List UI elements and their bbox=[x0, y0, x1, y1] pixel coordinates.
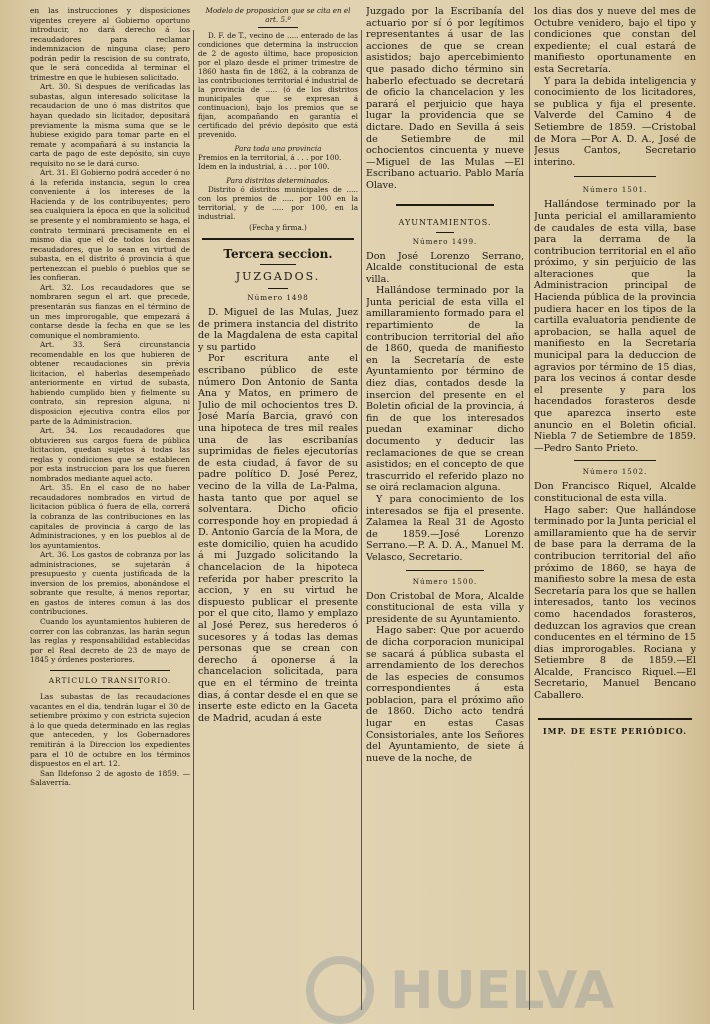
notice-heading: Don Francisco Riquel, Alcalde constitucional de esta villa. bbox=[534, 481, 696, 504]
notice-number: Número 1501. bbox=[582, 185, 648, 195]
column-2 bbox=[198, 6, 358, 1006]
notice-body: Hallándose terminado por la Junta pericial de esta villa el amillaramiento formado para el repartimiento de la contribucion territorial del año de 1860, queda de manifiesto en la Secretaría de este Ayuntamiento por término de diez dias, contados desde la insercion del presente en el Boletin oficial de la provincia, á fin de que los interesados puedan examinar dicho documento y deducir las reclamaciones de que se crean asistidos; en el concepto de que trascurrido el referido plazo no se oirá reclamacion alguna. bbox=[366, 285, 524, 494]
notice-body: Por escritura ante el escribano público de este número Don Antonio de Santa Ana y Matos, en primero de Julio de mil ochocientos tres D. José María Barcia, gravó con una hipoteca de tres mil reales una de las escribanías suprimidas de fieles ejecutorías de esta ciudad, á favor de su padre político D. José Perez, vecino de la villa de La-Palma, hasta tanto que por aquel se solventara. Dicho oficio corresponde hoy en propiedad á D. Antonio García de la Mora, de este domicilio, quien ha acudido á mi Juzgado solicitando la chancelacion de la hipoteca referida por haber prescrito la accion, y en su virtud he dispuesto publicar el presente por el que cito, llamo y emplazo al José Perez, sus herederos ó sucesores y á todas las demas personas que se crean con derecho á oponerse á la chancelacion solicitada, para que en el término de treinta dias, á contar desde el en que se inserte este edicto en la Gaceta de Madrid, acudan á este bbox=[198, 353, 358, 724]
column-1 bbox=[30, 6, 190, 1006]
notice-number: Número 1499. bbox=[412, 236, 478, 246]
article-30: Art. 30. Si despues de verificadas las subastas, algun interesado solicitase la recaudacion de uno ó mas distritos que hayan quedado sin licitador, depositará previamente la misma suma que se le hubiese exigido para tomar parte en el remate y acompañará á su instancia la carta de pago de este depósito, sin cuyo requisito no se le dará curso. bbox=[30, 82, 190, 168]
column-rule bbox=[193, 30, 194, 1010]
notice-body: Hallándose terminado por la Junta pericial el amillaramiento de caudales de esta villa, base para la derrama de la contribucion territorial en el año próximo, y sin perjuicio de las alteraciones que la Administracion principal de Hacienda pública de la provincia pudiera hacer en los tipos de la cartilla evaluatoria pendiente de aprobacion, se halla aquel de manifiesto en la Secretaría municipal para la deduccion de agravios por término de 15 dias, para los vecinos á contar desde el presente y para los hacendados forasteros desde que aparezca inserto este anuncio en el Boletin oficial. Niebla 7 de Setiembre de 1859.—Pedro Santo Prieto. bbox=[534, 199, 696, 454]
article-35: Art. 35. En el caso de no haber recaudadores nombrados en virtud de licitacion pública ó fuera de ella, correrá la cobranza de las contribuciones en las capitales de provincia á cargo de las Administraciones, y en los pueblos al de los ayuntamientos. bbox=[30, 483, 190, 550]
districts-body: Distrito ó distritos municipales de ..... con los premios de ..... por 100 en la territorial, y de ..... por 100, en la industrial. bbox=[198, 185, 358, 221]
divider bbox=[538, 718, 692, 720]
divider bbox=[406, 570, 484, 571]
notice-heading: Don Cristobal de Mora, Alcalde constitucional de esta villa y presidente de su Ayuntamiento. bbox=[366, 590, 524, 625]
divider bbox=[574, 460, 656, 461]
model-body: D. F. de T., vecino de ..... enterado de las condiciones que determina la instruccion de 2 de agosto último, hace proposicion por el plazo desde el primer trimestre de 1860 hasta fin de 1862, á la cobranza de las contribuciones territorial é industrial de la provincia de ..... (ó de los distritos municipales que se expresan á continuacion), bajo los premios que se fijan, acompañando en garantía el certificado del prévio depósito que está prevenido. bbox=[198, 31, 358, 139]
printer-imprint: IMP. DE ESTE PERIÓDICO. bbox=[542, 725, 688, 736]
notice-body: Y para la debida inteligencia y conocimiento de los licitadores, se publica y fija el presente. Valverde del Camino 4 de Setiembre de 1859. —Cristobal de Mora —Por A. D. A., José de Jesus Cantos, Secretario interino. bbox=[534, 75, 696, 168]
courts-heading: JUZGADOS. bbox=[235, 270, 321, 283]
notice-body-continued: Juzgado por la Escribanía del actuario por sí ó por legítimos representantes á usar de las acciones de que se crean asistidos; bajo apercebimiento que pasado dicho término sin haberlo efectuado se decretará de oficio la chancelacion y les parará el perjuicio que haya lugar la providencia que se dictare. Dado en Sevilla á seis de Setiembre de mil ochocientos cincuenta y nueve —Miguel de las Mulas —El Escribano actuario. Pablo María Olave. bbox=[366, 6, 524, 191]
notice-body: Hago saber: Que por acuerdo de dicha corporacion municipal se sacará á pública subasta el arrendamiento de los derechos de las especies de consumos correspondientes á esta poblacion, para el próximo año de 1860. Dicho acto tendrá lugar en estas Casas Consistoriales, ante los Señores del Ayuntamiento, de siete á nueve de la noche, de bbox=[366, 625, 524, 764]
column-rule bbox=[361, 30, 362, 1010]
column-3 bbox=[366, 6, 524, 1006]
article-text: en las instrucciones y disposiciones vigentes creyere al Gobierno oportuno introducir, no dará derecho á los recaudadores para reclamar indemnizacion de ninguna clase; pero podrán pedir la rescision de su contrato, que le será concedida al terminar el trimestre en que le hubiesen solicitado. bbox=[30, 6, 190, 82]
divider bbox=[258, 27, 298, 28]
divider bbox=[268, 288, 288, 289]
column-4 bbox=[534, 6, 696, 1006]
town-councils-heading: AYUNTAMIENTOS. bbox=[398, 217, 492, 227]
divider bbox=[50, 670, 170, 671]
notice-heading: D. Miguel de las Mulas, Juez de primera instancia del distrito de la Magdalena de esta capital y su partido bbox=[198, 307, 358, 353]
province-line-2: Idem en la industrial, á . . . por 100. bbox=[198, 162, 330, 171]
transitory-article-text: Las subastas de las recaudaciones vacantes en el dia, tendrán lugar el 30 de setiembre próximo y con estricta sujecion á lo que queda determinado en las reglas que anteceden, y los Gobernadores remitirán á la Direccion los expedientes para el 10 de octubre en los términos dispuestos en el art. 12. bbox=[30, 692, 190, 769]
section-title: Tercera seccion. bbox=[223, 247, 333, 261]
date-signature: (Fecha y firma.) bbox=[249, 223, 307, 232]
province-title: Para toda una provincia bbox=[234, 144, 322, 153]
signature-line: San Ildefonso 2 de agosto de 1859. —Salaverría. bbox=[30, 768, 190, 788]
notice-body: Y para conocimiento de los interesados se fija el presente. Zalamea la Real 31 de Agosto de 1859.—José Lorenzo Serrano.—P. A. D. A., Manuel M. Velasco, Secretario. bbox=[366, 493, 524, 563]
article-32: Art. 32. Los recaudadores que se nombraren segun el art. que precede, presentarán sus fianzas en el término de un mes improrogable, que empezará á contarse desde la fecha en que se les comunique el nombramiento. bbox=[30, 282, 190, 340]
article-31: Art. 31. El Gobierno podrá acceder ó no á la referida instancia, segun lo crea conveniente á los intereses de la Hacienda y de los contribuyentes; pero sea cualquiera la época en que la solicitud se presente y el nombramiento se haga, el contrato terminará precisamente en el mismo dia que el de todos los demas recaudadores, que lo sean en virtud de subasta, en el distrito ó provincia á que pertenezcan el pueblo ó pueblos que se les confieran. bbox=[30, 168, 190, 283]
transitory-article-heading: ARTICULO TRANSITORIO. bbox=[48, 675, 172, 685]
svg-text:HUELVA: HUELVA bbox=[390, 961, 615, 1021]
divider bbox=[574, 176, 656, 177]
province-line-1: Premios en la territorial, á . . . por 100. bbox=[198, 153, 342, 162]
notice-body: Hago saber: Que hallándose terminado por la Junta pericial el amillaramiento que ha de servir de base para la derrama de la contribucion territorial del año próximo de 1860, se haya de manifiesto sobre la mesa de esta Secretaría para los que se hallen interesados, tanto los vecinos como hacendados forasteros, deduzcan los agravios que crean conducentes en el término de 15 dias improrogables. Rociana y Setiembre 8 de 1859.—El Alcalde, Francisco Riquel.—El Secretario, Manuel Bencano Caballero. bbox=[534, 504, 696, 702]
article-34: Art. 34. Los recaudadores que obtuvieren sus cargos fuera de pública licitacion, quedan sujetos á todas las reglas y condiciones que se establecen por esta instruccion para los que fueren nombrados mediante aquel acto. bbox=[30, 426, 190, 483]
article-36-continued: Cuando los ayuntamientos hubieren de correr con las cobranzas, las harán segun las reglas y responsabilidad establecidas por el Real decreto de 23 de mayo de 1845 y órdenes posteriores. bbox=[30, 617, 190, 665]
article-36: Art. 36. Los gastos de cobranza por las administraciones, se sujetarán á presupuesto y cuenta justificada de la inversion de los premios, abonándose el sobrante que resulte, á menos reportar, en gastos de interes comun á las dos contribuciones. bbox=[30, 550, 190, 617]
model-title: Modelo de proposicion que se cita en el art. 5.º bbox=[205, 6, 351, 24]
divider bbox=[202, 238, 354, 240]
notice-heading: Don José Lorenzo Serrano, Alcalde constitucional de esta villa. bbox=[366, 250, 524, 285]
notice-body-continued: los dias dos y nueve del mes de Octubre venidero, bajo el tipo y condiciones que constan del expediente; el cual estará de manifiesto oportunamente en esta Secretaría. bbox=[534, 6, 696, 75]
divider bbox=[396, 204, 494, 206]
divider bbox=[260, 264, 296, 265]
divider bbox=[436, 232, 454, 233]
notice-number: Número 1498 bbox=[247, 293, 309, 302]
districts-title: Para distritos determinados. bbox=[226, 176, 330, 185]
divider bbox=[80, 688, 140, 689]
article-33: Art. 33. Será circunstancia recomendable en los que hubieren de obtener recaudaciones sin prévia licitacion, el haberlas desempeñado anteriormente en virtud de subasta, habiendo cumplido bien y fielmente su contrato, sin represion alguna, ni disposicion ejecutiva contra ellos por parte de la Administracion. bbox=[30, 340, 190, 426]
column-rule bbox=[529, 30, 530, 1010]
notice-number: Número 1502. bbox=[582, 467, 648, 477]
notice-number: Número 1500. bbox=[412, 576, 478, 586]
